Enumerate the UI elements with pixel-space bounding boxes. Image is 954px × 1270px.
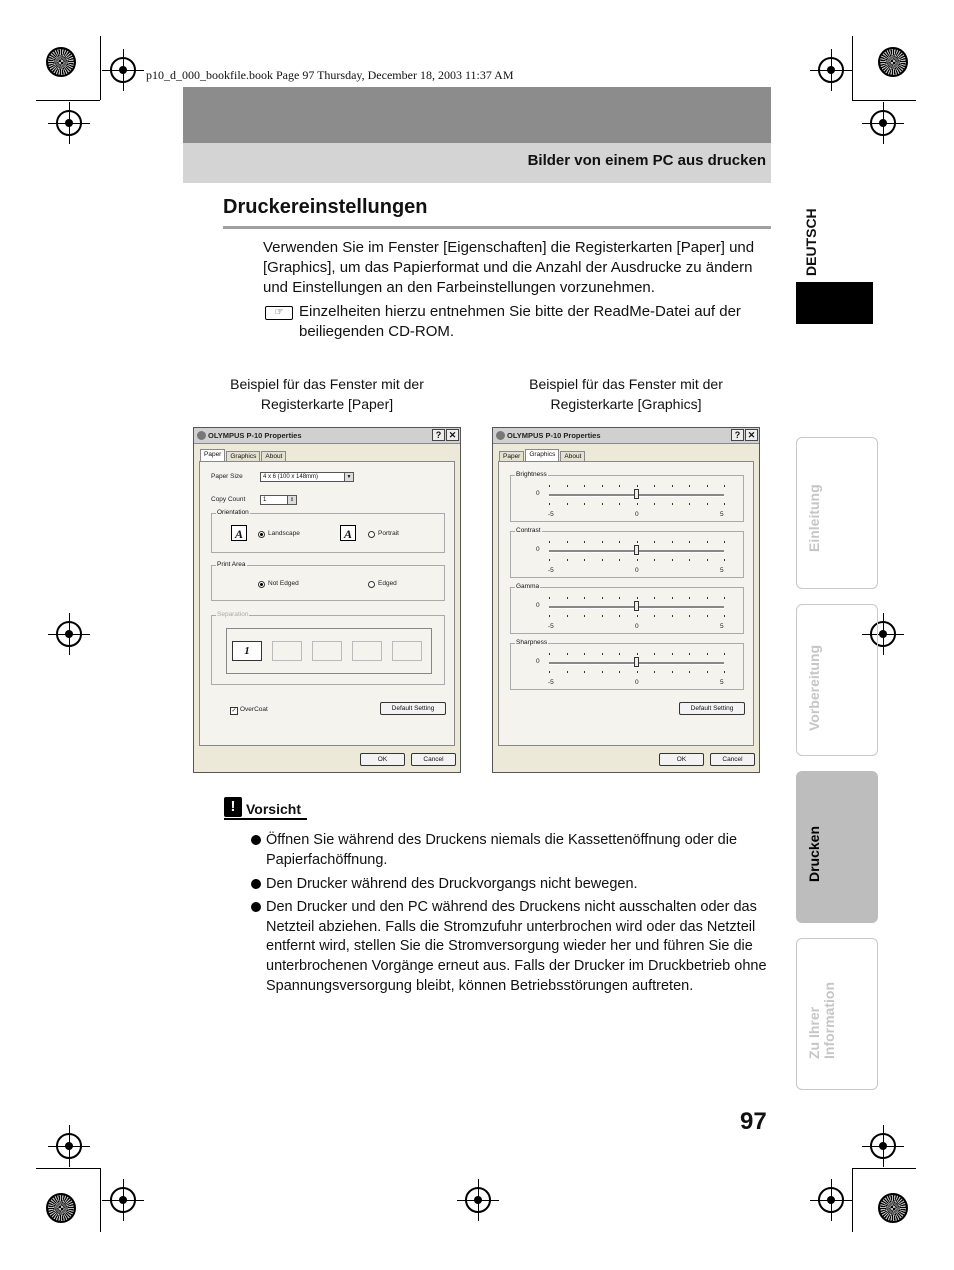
slider-tick	[637, 615, 638, 617]
slider-tick	[619, 541, 620, 543]
sidebar-tab-label-line2: Information	[821, 982, 837, 1059]
help-button[interactable]: ?	[432, 429, 445, 441]
registration-crosshair	[56, 621, 82, 647]
slider-tick	[654, 653, 655, 655]
slider-tick	[619, 671, 620, 673]
copy-count-label: Copy Count	[211, 496, 246, 503]
crop-mark	[852, 1168, 916, 1169]
registration-sun-mark	[46, 47, 76, 77]
landscape-label: Landscape	[268, 530, 300, 537]
portrait-label: Portrait	[378, 530, 399, 537]
portrait-radio[interactable]	[368, 531, 375, 538]
slider-tick	[689, 541, 690, 543]
crop-mark	[852, 1168, 853, 1232]
slider-tick	[602, 541, 603, 543]
sharpness-value: 0	[536, 658, 540, 665]
slider-tick	[672, 597, 673, 599]
gamma-mid: 0	[635, 623, 639, 630]
slider-tick	[584, 541, 585, 543]
tab-graphics[interactable]: Graphics	[525, 449, 559, 462]
registration-sun-mark	[46, 1193, 76, 1223]
slider-tick	[619, 615, 620, 617]
separation-group	[211, 611, 445, 685]
sidebar-tab-drucken[interactable]	[796, 771, 878, 923]
close-button[interactable]: ✕	[745, 429, 758, 441]
slider-tick	[567, 503, 568, 505]
slider-tick	[619, 485, 620, 487]
sharpness-group	[510, 639, 744, 690]
help-button[interactable]: ?	[731, 429, 744, 441]
separation-label: Separation	[217, 611, 249, 618]
header-band	[183, 87, 771, 143]
default-setting-button[interactable]: Default Setting	[380, 702, 446, 715]
tab-paper[interactable]: Paper	[499, 451, 524, 462]
printer-icon	[496, 431, 505, 440]
crop-mark	[36, 1168, 100, 1169]
sidebar-language-label: DEUTSCH	[803, 208, 819, 276]
dialog-titlebar	[194, 428, 460, 444]
brightness-mid: 0	[635, 511, 639, 518]
sharpness-mid: 0	[635, 679, 639, 686]
contrast-max: 5	[720, 567, 724, 574]
slider-tick	[549, 671, 550, 673]
intro-paragraph: Verwenden Sie im Fenster [Eigenschaften] die Registerkarten [Paper] und [Graphics], um das Papierformat und die Anzahl der Ausdrucke zu ändern und Einstellungen an den Farbeinstellungen vorzunehmen.	[263, 239, 755, 296]
caution-icon: !	[224, 797, 242, 817]
slider-tick	[689, 597, 690, 599]
sharpness-slider-thumb[interactable]	[634, 657, 639, 667]
edged-label: Edged	[378, 580, 397, 587]
sharpness-min: -5	[548, 679, 554, 686]
note-paragraph: Einzelheiten hierzu entnehmen Sie bitte der ReadMe-Datei auf der beiliegenden CD-ROM.	[299, 303, 741, 340]
registration-crosshair	[56, 110, 82, 136]
paper-tab-panel	[199, 461, 455, 746]
slider-tick	[724, 485, 725, 487]
slider-tick	[584, 503, 585, 505]
slider-tick	[549, 485, 550, 487]
slider-tick	[584, 485, 585, 487]
caption-paper-line1: Beispiel für das Fenster mit der	[230, 376, 424, 392]
crop-mark	[100, 36, 101, 100]
graphics-tab-panel	[498, 461, 754, 746]
sidebar-tab-label: Einleitung	[806, 484, 822, 552]
slider-tick	[549, 615, 550, 617]
spin-arrows-icon[interactable]: ⇕	[287, 496, 296, 504]
slider-tick	[567, 671, 568, 673]
registration-sun-mark	[878, 1193, 908, 1223]
dialog-title: OLYMPUS P-10 Properties	[507, 431, 601, 440]
slider-tick	[549, 503, 550, 505]
caution-title: Vorsicht	[246, 801, 301, 817]
registration-crosshair	[110, 1187, 136, 1213]
caption-graphics-line2: Registerkarte [Graphics]	[550, 396, 702, 412]
caution-item: Den Drucker und den PC während des Druckens nicht ausschalten oder das Netzteil abziehen. Falls die Stromzufuhr unterbrochen wird oder das Netzteil entfernt wird, stellen Sie die Stromversorgung wieder her und führen Sie die unterbrochenen Vorgänge erneut aus. Falls der Drucker im Druckbetrieb ohne Spannungsversorgung bleibt, können Betriebsstörungen auftreten.	[266, 899, 767, 994]
portrait-glyph-icon: A	[340, 525, 356, 541]
print-area-label: Print Area	[217, 561, 246, 568]
orientation-group	[211, 509, 445, 553]
sharpness-max: 5	[720, 679, 724, 686]
separation-tiles	[226, 628, 432, 674]
printer-icon	[197, 431, 206, 440]
slider-tick	[637, 597, 638, 599]
edged-radio[interactable]	[368, 581, 375, 588]
slider-tick	[724, 503, 725, 505]
slider-tick	[672, 559, 673, 561]
caption-paper-line2: Registerkarte [Paper]	[260, 396, 394, 412]
registration-sun-mark	[878, 47, 908, 77]
slider-tick	[549, 597, 550, 599]
slider-tick	[724, 653, 725, 655]
slider-tick	[654, 615, 655, 617]
overcoat-checkbox[interactable]: ✓	[231, 708, 237, 714]
copy-count-stepper[interactable]	[260, 495, 297, 505]
slider-tick	[567, 597, 568, 599]
sidebar-tab-information[interactable]	[796, 938, 878, 1090]
contrast-group	[510, 527, 744, 578]
sidebar-tab-label-line1: Zu Ihrer	[806, 1006, 822, 1059]
bullet-icon	[251, 902, 261, 912]
slider-tick	[689, 559, 690, 561]
gamma-label: Gamma	[516, 583, 540, 590]
separation-tile-16[interactable]	[392, 641, 422, 661]
slider-tick	[689, 485, 690, 487]
slider-tick	[602, 485, 603, 487]
crop-mark	[36, 100, 100, 101]
bullet-icon	[251, 879, 261, 889]
slider-tick	[584, 671, 585, 673]
slider-tick	[724, 671, 725, 673]
contrast-value: 0	[536, 546, 540, 553]
slider-tick	[567, 541, 568, 543]
sidebar-language-block	[796, 282, 873, 324]
tab-about[interactable]: About	[261, 451, 286, 462]
separation-tile-4[interactable]	[312, 641, 342, 661]
caption-graphics	[506, 374, 746, 414]
slider-tick	[724, 615, 725, 617]
slider-tick	[602, 597, 603, 599]
slider-tick	[637, 671, 638, 673]
landscape-radio[interactable]	[258, 531, 265, 538]
landscape-glyph-icon: A	[231, 525, 247, 541]
page-title: Druckereinstellungen	[223, 196, 428, 218]
gamma-group	[510, 583, 744, 634]
default-setting-button[interactable]: Default Setting	[679, 702, 745, 715]
slider-tick	[619, 559, 620, 561]
copy-count-value: 1	[263, 497, 267, 503]
slider-tick	[549, 559, 550, 561]
section-title: Bilder von einem PC aus drucken	[527, 152, 766, 169]
close-button[interactable]: ✕	[446, 429, 459, 441]
slider-tick	[707, 541, 708, 543]
sidebar-tab-einleitung[interactable]	[796, 437, 878, 589]
slider-tick	[672, 485, 673, 487]
graphics-properties-dialog	[492, 427, 760, 773]
slider-tick	[707, 653, 708, 655]
slider-tick	[707, 671, 708, 673]
overcoat-label: OverCoat	[240, 706, 268, 713]
slider-tick	[724, 541, 725, 543]
chevron-down-icon[interactable]: ▼	[344, 473, 353, 481]
slider-tick	[724, 559, 725, 561]
slider-tick	[567, 559, 568, 561]
caution-underline	[224, 818, 307, 820]
slider-tick	[567, 615, 568, 617]
gamma-slider-thumb[interactable]	[634, 601, 639, 611]
caption-graphics-line1: Beispiel für das Fenster mit der	[529, 376, 723, 392]
gamma-value: 0	[536, 602, 540, 609]
slider-tick	[584, 653, 585, 655]
slider-tick	[689, 503, 690, 505]
caution-item: Den Drucker während des Druckvorgangs nicht bewegen.	[266, 876, 638, 892]
sidebar-tab-vorbereitung[interactable]	[796, 604, 878, 756]
contrast-min: -5	[548, 567, 554, 574]
brightness-slider-thumb[interactable]	[634, 489, 639, 499]
slider-tick	[584, 615, 585, 617]
slider-tick	[707, 597, 708, 599]
sharpness-label: Sharpness	[516, 639, 548, 646]
not-edged-label: Not Edged	[268, 580, 299, 587]
registration-crosshair	[56, 1133, 82, 1159]
dialog-titlebar	[493, 428, 759, 444]
slider-tick	[602, 615, 603, 617]
slider-tick	[654, 503, 655, 505]
paper-size-select[interactable]	[260, 472, 354, 482]
print-area-group	[211, 561, 445, 601]
brightness-max: 5	[720, 511, 724, 518]
slider-tick	[549, 653, 550, 655]
registration-crosshair	[870, 1133, 896, 1159]
caution-item: Öffnen Sie während des Druckens niemals die Kassettenöffnung oder die Papierfachöffnung.	[266, 832, 738, 868]
slider-tick	[602, 653, 603, 655]
cancel-button[interactable]: Cancel	[411, 753, 456, 766]
gamma-max: 5	[720, 623, 724, 630]
slider-tick	[689, 671, 690, 673]
tab-about[interactable]: About	[560, 451, 585, 462]
brightness-group	[510, 471, 744, 522]
bullet-icon	[251, 835, 261, 845]
page-number: 97	[740, 1108, 767, 1135]
separation-tile-2[interactable]	[272, 641, 302, 661]
slider-tick	[689, 615, 690, 617]
separation-tile-1[interactable]: 1	[232, 641, 262, 661]
gamma-min: -5	[548, 623, 554, 630]
slider-tick	[654, 597, 655, 599]
crop-mark	[100, 1168, 101, 1232]
slider-tick	[707, 503, 708, 505]
slider-tick	[567, 653, 568, 655]
tab-strip	[499, 449, 586, 461]
slider-tick	[567, 485, 568, 487]
contrast-mid: 0	[635, 567, 639, 574]
slider-tick	[654, 559, 655, 561]
tab-graphics[interactable]: Graphics	[226, 451, 260, 462]
paper-size-label: Paper Size	[211, 473, 243, 480]
orientation-label: Orientation	[217, 509, 249, 516]
separation-tile-8[interactable]	[352, 641, 382, 661]
slider-tick	[637, 541, 638, 543]
slider-tick	[672, 671, 673, 673]
registration-crosshair	[818, 57, 844, 83]
slider-tick	[584, 597, 585, 599]
registration-crosshair	[818, 1187, 844, 1213]
hand-pointer-icon: ☞	[265, 306, 293, 320]
paper-size-value: 4 x 6 (100 x 148mm)	[263, 474, 319, 480]
brightness-value: 0	[536, 490, 540, 497]
slider-tick	[707, 485, 708, 487]
registration-crosshair	[465, 1187, 491, 1213]
tab-strip	[200, 449, 287, 461]
crop-mark	[852, 36, 853, 100]
slider-tick	[637, 653, 638, 655]
slider-tick	[602, 559, 603, 561]
contrast-slider-thumb[interactable]	[634, 545, 639, 555]
slider-tick	[689, 653, 690, 655]
not-edged-radio[interactable]	[258, 581, 265, 588]
tab-paper[interactable]: Paper	[200, 449, 225, 462]
slider-tick	[619, 597, 620, 599]
slider-tick	[619, 653, 620, 655]
slider-tick	[654, 541, 655, 543]
registration-crosshair	[870, 110, 896, 136]
title-rule	[223, 226, 771, 229]
brightness-min: -5	[548, 511, 554, 518]
registration-crosshair	[110, 57, 136, 83]
slider-tick	[602, 671, 603, 673]
slider-tick	[654, 485, 655, 487]
slider-tick	[724, 597, 725, 599]
document-meta: p10_d_000_bookfile.book Page 97 Thursday, December 18, 2003 11:37 AM	[146, 68, 514, 82]
slider-tick	[672, 503, 673, 505]
slider-tick	[672, 615, 673, 617]
caption-paper	[207, 374, 447, 414]
brightness-label: Brightness	[516, 471, 547, 478]
sidebar-tab-label: Drucken	[806, 825, 822, 882]
slider-tick	[637, 485, 638, 487]
slider-tick	[549, 541, 550, 543]
cancel-button[interactable]: Cancel	[710, 753, 755, 766]
dialog-title: OLYMPUS P-10 Properties	[208, 431, 302, 440]
ok-button[interactable]: OK	[659, 753, 704, 766]
sidebar-tab-label: Vorbereitung	[806, 644, 822, 731]
slider-tick	[637, 503, 638, 505]
slider-tick	[707, 559, 708, 561]
contrast-label: Contrast	[516, 527, 541, 534]
ok-button[interactable]: OK	[360, 753, 405, 766]
crop-mark	[852, 100, 916, 101]
slider-tick	[707, 615, 708, 617]
slider-tick	[602, 503, 603, 505]
paper-properties-dialog	[193, 427, 461, 773]
slider-tick	[619, 503, 620, 505]
slider-tick	[672, 541, 673, 543]
slider-tick	[637, 559, 638, 561]
slider-tick	[654, 671, 655, 673]
slider-tick	[584, 559, 585, 561]
slider-tick	[672, 653, 673, 655]
